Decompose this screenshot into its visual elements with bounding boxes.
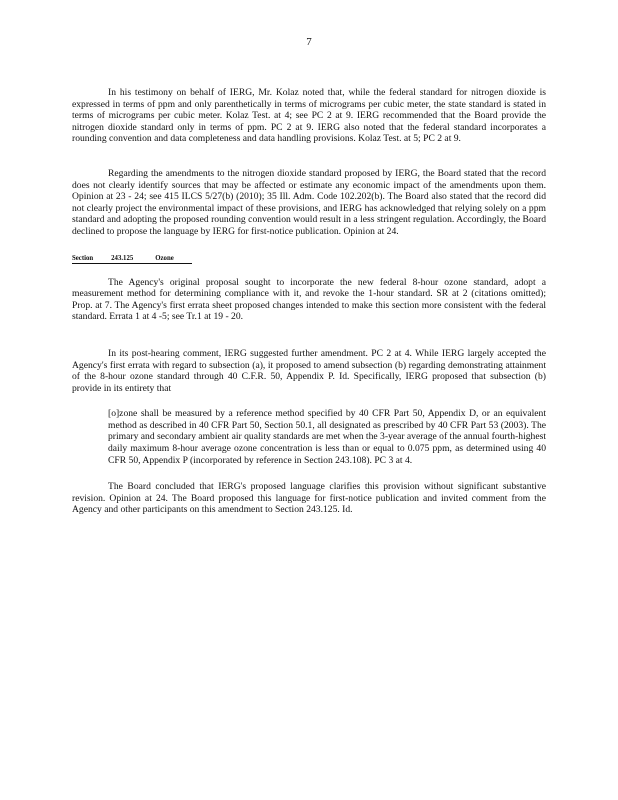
section-heading	[72, 254, 192, 264]
paragraph-ierg-comment: In its post-hearing comment, IERG suggested further amendment. PC 2 at 4. While IERG largely accepted the Agency's first errata with regard to subsection (a), it proposed to amend subsection (b) regarding demonstrating attainment of the 8-hour ozone standard through 40 C.F.R. 50, Appendix P. Id. Specifically, IERG proposed that subsection (b) provide in its entirety that	[72, 347, 546, 394]
paragraph-agency-proposal: The Agency's original proposal sought to incorporate the new federal 8-hour ozone standard, adopt a measurement method for determining compliance with it, and revoke the 1-hour standard. SR at 2 (citations omitted); Prop. at 7. The Agency's first errata sheet proposed changes intended to make this section more consistent with the federal standard. Errata 1 at 4 -5; see Tr.1 at 19 - 20.	[72, 276, 546, 323]
paragraph-kolaz-testimony: In his testimony on behalf of IERG, Mr. Kolaz noted that, while the federal standard for nitrogen dioxide is expressed in terms of ppm and only parenthetically in terms of micrograms per cubic meter, the state standard is stated in terms of micrograms per cubic meter. Kolaz Test. at 4; see PC 2 at 9. IERG recommended that the Board provide the nitrogen dioxide standard only in terms of ppm. PC 2 at 9. IERG also noted that the federal standard incorporates a rounding convention and data completeness and data handling provisions. Kolaz Test. at 5; PC 2 at 9.	[72, 87, 546, 145]
section-label: Section	[72, 254, 94, 262]
page-number: 7	[306, 36, 312, 48]
paragraph-board-conclusion: The Board concluded that IERG's proposed language clarifies this provision without significant substantive revision. Opinion at 24. The Board proposed this language for first-notice publication and invited comment from the Agency and other participants on this amendment to Section 243.125. Id.	[72, 481, 546, 516]
paragraph-nitrogen-dioxide-amendments: Regarding the amendments to the nitrogen dioxide standard proposed by IERG, the Board stated that the record does not clearly identify sources that may be affected or estimate any economic impact of the amendments upon them. Opinion at 23 - 24; see 415 ILCS 5/27(b) (2010); 35 Ill. Adm. Code 102.202(b). The Board also stated that the record did not clearly project the environmental impact of these provisions, and IERG has acknowledged that relying solely on a ppm standard and adopting the proposed rounding convention would result in a less stringent regulation. Accordingly, the Board declined to propose the language by IERG for first-notice publication. Opinion at 24.	[72, 167, 546, 237]
block-quote-ozone-measurement: [o]zone shall be measured by a reference method specified by 40 CFR Part 50, Appendix D, or an equivalent method as described in 40 CFR Part 50, Section 50.1, all designated as prescribed by 40 CFR Part 53 (2003). The primary and secondary ambient air quality standards are met when the 3-year average of the annual fourth-highest daily maximum 8-hour average ozone concentration is less than or equal to 0.075 ppm, as determined using 40 CFR 50, Appendix P (incorporated by reference in Section 243.108). PC 3 at 4.	[108, 408, 546, 466]
section-title: Ozone	[155, 254, 174, 262]
document-body	[72, 87, 546, 516]
section-number: 243.125	[111, 254, 134, 262]
